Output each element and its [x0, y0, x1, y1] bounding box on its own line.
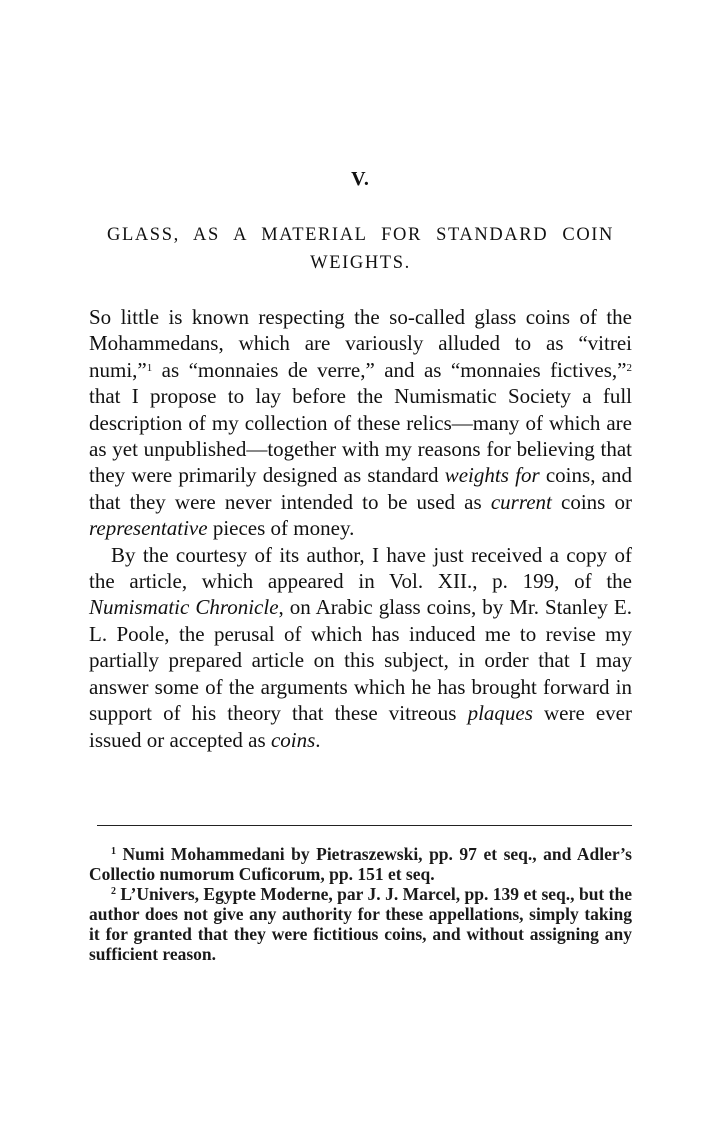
footnote-2 [89, 884, 632, 964]
text-segment: as “monnaies de verre,” and as “monnaies fictives,” [152, 357, 627, 382]
footnote-text: Numi Mohammedani by Pietraszewski, pp. 97 et seq., and Adler’s Collectio numorum Cuficorum, pp. 151 et seq. [89, 844, 632, 884]
footnote-marker: 2 [111, 886, 116, 897]
paragraph-2 [89, 542, 632, 753]
text-segment: weights for [444, 463, 540, 488]
text-segment: Numismatic Chronicle [89, 595, 279, 620]
text-segment: . [315, 727, 321, 752]
footnote-reference: 2 [626, 361, 632, 374]
footnote-reference: 1 [146, 361, 153, 374]
text-segment: that I propose to lay before the Numismatic Society a full description of my collection of these relics—many of which are as yet unpublished—together with my reasons for believing that they were primarily designed as standard [89, 384, 632, 488]
body-text [89, 304, 632, 753]
text-segment: coins, and that they were never intended to be used as [89, 463, 632, 514]
text-segment: were ever issued or accepted as [89, 701, 632, 752]
footnote-text: L’Univers, Egypte Moderne, par J. J. Marcel, pp. 139 et seq., but the author does not give any authority for these appellations, simply taking it for granted that they were fictitious coins, and without assigning any sufficient reason. [89, 884, 632, 964]
text-segment: plaques [467, 701, 533, 726]
chapter-number: V. [351, 168, 370, 190]
footnote-divider [97, 825, 632, 826]
chapter-title-line-1: GLASS, AS A MATERIAL FOR STANDARD COIN [106, 225, 614, 245]
chapter-title-line-2: WEIGHTS. [310, 253, 411, 273]
chapter-title [89, 221, 632, 277]
paragraph-1 [89, 304, 632, 542]
text-segment: coins or [551, 489, 632, 514]
text-segment: pieces of money. [207, 516, 355, 541]
text-segment: So little is known respecting the so-called glass coins of the Mohammedans, which are variously alluded to as “vitrei numi,” [89, 305, 632, 382]
footnotes [89, 844, 632, 964]
footnote-1 [89, 844, 632, 884]
footnote-marker: 1 [111, 846, 116, 857]
text-segment: , on Arabic glass coins, by Mr. Stanley E. L. Poole, the perusal of which has induced me to revise my partially prepared article on this subject, in order that I may answer some of the arguments which he has brought forward in support of his theory that these vitreous [89, 595, 632, 726]
text-segment: representative [89, 516, 208, 541]
text-segment: By the courtesy of its author, I have just received a copy of the article, which appeared in Vol. XII., p. 199, of the [89, 542, 632, 594]
text-segment: current [490, 489, 552, 514]
text-segment: coins [270, 727, 316, 752]
